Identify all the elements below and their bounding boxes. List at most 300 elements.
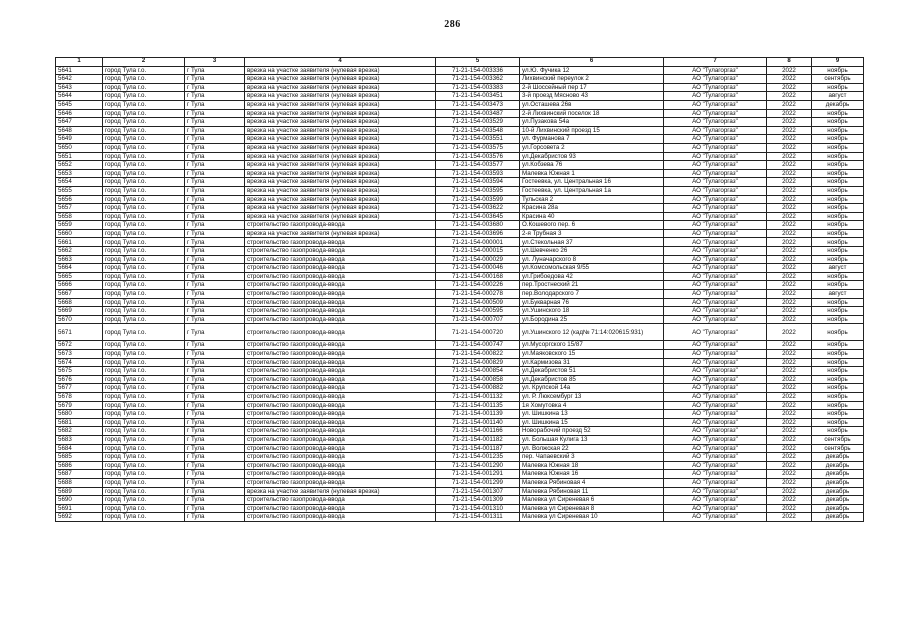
table-row <box>56 461 864 470</box>
cell-row-number: 5680 <box>56 410 103 419</box>
table-row <box>56 195 864 204</box>
cell-month: ноябрь <box>812 307 864 316</box>
cell-settlement: г Тула <box>185 298 245 307</box>
cell-address: Малевка ул Сиреневая 6 <box>520 496 664 505</box>
table-row <box>56 135 864 144</box>
cell-settlement: г Тула <box>185 178 245 187</box>
cell-address: Новорабочий проезд 52 <box>520 427 664 436</box>
cell-month: ноябрь <box>812 229 864 238</box>
cell-work-type: врезка на участке заявителя (нулевая врезка) <box>245 66 436 75</box>
cell-request-number: 71-21-154-003599 <box>436 195 520 204</box>
cell-address: пер. Чапаевский 3 <box>520 453 664 462</box>
cell-address: ул.Комсомольская 9/55 <box>520 264 664 273</box>
cell-work-type: врезка на участке заявителя (нулевая врезка) <box>245 92 436 101</box>
cell-settlement: г Тула <box>185 92 245 101</box>
cell-settlement: г Тула <box>185 272 245 281</box>
cell-work-type: строительство газопровода-ввода <box>245 238 436 247</box>
cell-row-number: 5672 <box>56 341 103 350</box>
cell-request-number: 71-21-154-003622 <box>436 204 520 213</box>
cell-month: ноябрь <box>812 83 864 92</box>
cell-request-number: 71-21-154-003529 <box>436 118 520 127</box>
table-row <box>56 92 864 101</box>
cell-month: август <box>812 264 864 273</box>
cell-municipality: город Тула г.о. <box>103 126 185 135</box>
cell-month: ноябрь <box>812 178 864 187</box>
cell-request-number: 71-21-154-003362 <box>436 75 520 84</box>
cell-month: ноябрь <box>812 272 864 281</box>
table-row <box>56 272 864 281</box>
cell-work-type: строительство газопровода-ввода <box>245 478 436 487</box>
cell-request-number: 71-21-154-000854 <box>436 367 520 376</box>
cell-month: ноябрь <box>812 204 864 213</box>
cell-address: ул.Осташева 26в <box>520 100 664 109</box>
cell-month: ноябрь <box>812 392 864 401</box>
cell-year: 2022 <box>767 238 812 247</box>
cell-row-number: 5685 <box>56 453 103 462</box>
cell-address: пер.Тростнеский 21 <box>520 281 664 290</box>
cell-organization: АО "Тулагоргаз" <box>664 375 767 384</box>
cell-organization: АО "Тулагоргаз" <box>664 109 767 118</box>
cell-settlement: г Тула <box>185 221 245 230</box>
cell-work-type: строительство газопровода-ввода <box>245 496 436 505</box>
column-header-9: 9 <box>812 58 864 67</box>
cell-settlement: г Тула <box>185 290 245 299</box>
cell-organization: АО "Тулагоргаз" <box>664 315 767 324</box>
cell-settlement: г Тула <box>185 375 245 384</box>
cell-municipality: город Тула г.о. <box>103 410 185 419</box>
cell-organization: АО "Тулагоргаз" <box>664 461 767 470</box>
cell-address: ул.Стекольная 37 <box>520 238 664 247</box>
table-header-row <box>56 58 864 67</box>
cell-year: 2022 <box>767 496 812 505</box>
cell-request-number: 71-21-154-003576 <box>436 152 520 161</box>
cell-row-number: 5679 <box>56 401 103 410</box>
table-row <box>56 126 864 135</box>
cell-organization: АО "Тулагоргаз" <box>664 478 767 487</box>
cell-request-number: 71-21-154-003575 <box>436 143 520 152</box>
cell-month: ноябрь <box>812 418 864 427</box>
cell-year: 2022 <box>767 341 812 350</box>
cell-municipality: город Тула г.о. <box>103 169 185 178</box>
cell-year: 2022 <box>767 204 812 213</box>
table-row <box>56 212 864 221</box>
cell-month: сентябрь <box>812 75 864 84</box>
cell-request-number: 71-21-154-001139 <box>436 410 520 419</box>
cell-year: 2022 <box>767 109 812 118</box>
table-row <box>56 109 864 118</box>
cell-organization: АО "Тулагоргаз" <box>664 135 767 144</box>
cell-row-number: 5686 <box>56 461 103 470</box>
cell-work-type: строительство газопровода-ввода <box>245 384 436 393</box>
cell-work-type: врезка на участке заявителя (нулевая врезка) <box>245 152 436 161</box>
cell-municipality: город Тула г.о. <box>103 504 185 513</box>
cell-organization: АО "Тулагоргаз" <box>664 401 767 410</box>
table-row <box>56 186 864 195</box>
cell-municipality: город Тула г.о. <box>103 392 185 401</box>
column-header-4: 4 <box>245 58 436 67</box>
cell-year: 2022 <box>767 83 812 92</box>
table-row <box>56 358 864 367</box>
cell-work-type: врезка на участке заявителя (нулевая врезка) <box>245 186 436 195</box>
cell-year: 2022 <box>767 410 812 419</box>
cell-municipality: город Тула г.о. <box>103 307 185 316</box>
cell-settlement: г Тула <box>185 247 245 256</box>
cell-address: пер.Володарского 7 <box>520 290 664 299</box>
column-header-3: 3 <box>185 58 245 67</box>
cell-address: Лихвинский переулок 2 <box>520 75 664 84</box>
cell-municipality: город Тула г.о. <box>103 118 185 127</box>
cell-organization: АО "Тулагоргаз" <box>664 83 767 92</box>
cell-organization: АО "Тулагоргаз" <box>664 161 767 170</box>
cell-year: 2022 <box>767 290 812 299</box>
cell-organization: АО "Тулагоргаз" <box>664 453 767 462</box>
cell-month: август <box>812 290 864 299</box>
cell-work-type: строительство газопровода-ввода <box>245 247 436 256</box>
cell-municipality: город Тула г.о. <box>103 435 185 444</box>
cell-municipality: город Тула г.о. <box>103 513 185 522</box>
cell-year: 2022 <box>767 358 812 367</box>
cell-request-number: 71-21-154-000278 <box>436 290 520 299</box>
cell-municipality: город Тула г.о. <box>103 109 185 118</box>
cell-row-number: 5682 <box>56 427 103 436</box>
cell-month: ноябрь <box>812 315 864 324</box>
cell-organization: АО "Тулагоргаз" <box>664 152 767 161</box>
cell-work-type: строительство газопровода-ввода <box>245 315 436 324</box>
cell-municipality: город Тула г.о. <box>103 92 185 101</box>
cell-organization: АО "Тулагоргаз" <box>664 504 767 513</box>
column-header-6: 6 <box>520 58 664 67</box>
cell-year: 2022 <box>767 435 812 444</box>
page-number: 286 <box>444 19 461 30</box>
cell-work-type: строительство газопровода-ввода <box>245 444 436 453</box>
cell-year: 2022 <box>767 221 812 230</box>
table-row <box>56 367 864 376</box>
cell-request-number: 71-21-154-000595 <box>436 307 520 316</box>
cell-organization: АО "Тулагоргаз" <box>664 264 767 273</box>
table-row <box>56 152 864 161</box>
cell-year: 2022 <box>767 126 812 135</box>
cell-organization: АО "Тулагоргаз" <box>664 427 767 436</box>
cell-request-number: 71-21-154-000822 <box>436 350 520 359</box>
cell-work-type: врезка на участке заявителя (нулевая врезка) <box>245 229 436 238</box>
cell-organization: АО "Тулагоргаз" <box>664 195 767 204</box>
cell-month: ноябрь <box>812 367 864 376</box>
table-row <box>56 100 864 109</box>
cell-row-number: 5687 <box>56 470 103 479</box>
cell-month: ноябрь <box>812 238 864 247</box>
cell-municipality: город Тула г.о. <box>103 281 185 290</box>
cell-settlement: г Тула <box>185 229 245 238</box>
cell-year: 2022 <box>767 272 812 281</box>
cell-row-number: 5653 <box>56 169 103 178</box>
cell-organization: АО "Тулагоргаз" <box>664 255 767 264</box>
cell-year: 2022 <box>767 66 812 75</box>
cell-organization: АО "Тулагоргаз" <box>664 118 767 127</box>
cell-municipality: город Тула г.о. <box>103 186 185 195</box>
cell-address: ул.Декабристов 51 <box>520 367 664 376</box>
cell-municipality: город Тула г.о. <box>103 487 185 496</box>
cell-organization: АО "Тулагоргаз" <box>664 392 767 401</box>
cell-settlement: г Тула <box>185 109 245 118</box>
cell-year: 2022 <box>767 401 812 410</box>
cell-row-number: 5648 <box>56 126 103 135</box>
cell-request-number: 71-21-154-003451 <box>436 92 520 101</box>
cell-address: 2-й Шоссейный пер 17 <box>520 83 664 92</box>
table-row <box>56 143 864 152</box>
cell-settlement: г Тула <box>185 418 245 427</box>
cell-year: 2022 <box>767 247 812 256</box>
cell-organization: АО "Тулагоргаз" <box>664 496 767 505</box>
cell-row-number: 5668 <box>56 298 103 307</box>
cell-organization: АО "Тулагоргаз" <box>664 281 767 290</box>
table-row <box>56 496 864 505</box>
table-row <box>56 307 864 316</box>
cell-settlement: г Тула <box>185 195 245 204</box>
cell-request-number: 71-21-154-001140 <box>436 418 520 427</box>
cell-municipality: город Тула г.о. <box>103 341 185 350</box>
cell-request-number: 71-21-154-003473 <box>436 100 520 109</box>
cell-month: декабрь <box>812 478 864 487</box>
cell-month: ноябрь <box>812 169 864 178</box>
cell-year: 2022 <box>767 152 812 161</box>
cell-year: 2022 <box>767 453 812 462</box>
cell-row-number: 5652 <box>56 161 103 170</box>
cell-row-number: 5678 <box>56 392 103 401</box>
cell-municipality: город Тула г.о. <box>103 100 185 109</box>
cell-row-number: 5650 <box>56 143 103 152</box>
cell-address: Гостеевка, ул. Центральная 16 <box>520 178 664 187</box>
cell-municipality: город Тула г.о. <box>103 195 185 204</box>
cell-request-number: 71-21-154-003336 <box>436 66 520 75</box>
cell-organization: АО "Тулагоргаз" <box>664 307 767 316</box>
cell-organization: АО "Тулагоргаз" <box>664 444 767 453</box>
cell-municipality: город Тула г.о. <box>103 324 185 341</box>
cell-year: 2022 <box>767 478 812 487</box>
cell-work-type: строительство газопровода-ввода <box>245 264 436 273</box>
cell-municipality: город Тула г.о. <box>103 229 185 238</box>
cell-row-number: 5674 <box>56 358 103 367</box>
cell-address: ул.Ушинского 18 <box>520 307 664 316</box>
cell-row-number: 5667 <box>56 290 103 299</box>
cell-year: 2022 <box>767 281 812 290</box>
cell-row-number: 5644 <box>56 92 103 101</box>
cell-request-number: 71-21-154-003487 <box>436 109 520 118</box>
cell-organization: АО "Тулагоргаз" <box>664 229 767 238</box>
cell-request-number: 71-21-154-001311 <box>436 513 520 522</box>
cell-address: ул.Горсовета 2 <box>520 143 664 152</box>
cell-work-type: врезка на участке заявителя (нулевая врезка) <box>245 75 436 84</box>
cell-municipality: город Тула г.о. <box>103 470 185 479</box>
cell-year: 2022 <box>767 169 812 178</box>
cell-request-number: 71-21-154-000858 <box>436 375 520 384</box>
cell-organization: АО "Тулагоргаз" <box>664 92 767 101</box>
cell-row-number: 5658 <box>56 212 103 221</box>
table-row <box>56 281 864 290</box>
column-header-2: 2 <box>103 58 185 67</box>
cell-request-number: 71-21-154-003696 <box>436 229 520 238</box>
table-row <box>56 255 864 264</box>
cell-year: 2022 <box>767 186 812 195</box>
cell-settlement: г Тула <box>185 410 245 419</box>
cell-address: ул.Ушинского 12 (кад№ 71:14:020615:931) <box>520 324 664 341</box>
cell-month: декабрь <box>812 461 864 470</box>
cell-request-number: 71-21-154-000509 <box>436 298 520 307</box>
cell-year: 2022 <box>767 178 812 187</box>
cell-year: 2022 <box>767 195 812 204</box>
cell-work-type: строительство газопровода-ввода <box>245 435 436 444</box>
table-row <box>56 375 864 384</box>
cell-month: декабрь <box>812 100 864 109</box>
table-row <box>56 229 864 238</box>
cell-work-type: строительство газопровода-ввода <box>245 358 436 367</box>
cell-settlement: г Тула <box>185 212 245 221</box>
cell-address: ул.Шевченко 26 <box>520 247 664 256</box>
cell-request-number: 71-21-154-003383 <box>436 83 520 92</box>
cell-organization: АО "Тулагоргаз" <box>664 75 767 84</box>
cell-organization: АО "Тулагоргаз" <box>664 238 767 247</box>
cell-row-number: 5649 <box>56 135 103 144</box>
table-row <box>56 401 864 410</box>
table-row <box>56 384 864 393</box>
cell-address: Тульская 2 <box>520 195 664 204</box>
cell-month: декабрь <box>812 453 864 462</box>
cell-address: ул. Большая Кулига 13 <box>520 435 664 444</box>
cell-work-type: строительство газопровода-ввода <box>245 418 436 427</box>
cell-month: ноябрь <box>812 221 864 230</box>
cell-request-number: 71-21-154-000001 <box>436 238 520 247</box>
cell-organization: АО "Тулагоргаз" <box>664 178 767 187</box>
cell-row-number: 5681 <box>56 418 103 427</box>
cell-organization: АО "Тулагоргаз" <box>664 324 767 341</box>
cell-organization: АО "Тулагоргаз" <box>664 298 767 307</box>
registry-table <box>55 57 864 522</box>
cell-month: ноябрь <box>812 358 864 367</box>
cell-settlement: г Тула <box>185 152 245 161</box>
cell-organization: АО "Тулагоргаз" <box>664 100 767 109</box>
cell-request-number: 71-21-154-000829 <box>436 358 520 367</box>
table-row <box>56 178 864 187</box>
table-row <box>56 392 864 401</box>
table-row <box>56 315 864 324</box>
cell-work-type: строительство газопровода-ввода <box>245 255 436 264</box>
cell-row-number: 5684 <box>56 444 103 453</box>
cell-request-number: 71-21-154-000029 <box>436 255 520 264</box>
cell-municipality: город Тула г.о. <box>103 315 185 324</box>
cell-year: 2022 <box>767 212 812 221</box>
column-header-5: 5 <box>436 58 520 67</box>
cell-organization: АО "Тулагоргаз" <box>664 247 767 256</box>
cell-organization: АО "Тулагоргаз" <box>664 66 767 75</box>
cell-municipality: город Тула г.о. <box>103 461 185 470</box>
cell-address: 2-й Лихвинский поселок 18 <box>520 109 664 118</box>
cell-year: 2022 <box>767 75 812 84</box>
table-row <box>56 418 864 427</box>
cell-municipality: город Тула г.о. <box>103 161 185 170</box>
cell-address: ул. Луначарского 8 <box>520 255 664 264</box>
cell-row-number: 5692 <box>56 513 103 522</box>
cell-work-type: строительство газопровода-ввода <box>245 290 436 299</box>
table-row <box>56 504 864 513</box>
cell-work-type: врезка на участке заявителя (нулевая врезка) <box>245 487 436 496</box>
cell-year: 2022 <box>767 161 812 170</box>
cell-row-number: 5651 <box>56 152 103 161</box>
table-row <box>56 487 864 496</box>
cell-work-type: врезка на участке заявителя (нулевая врезка) <box>245 143 436 152</box>
table-row <box>56 290 864 299</box>
cell-year: 2022 <box>767 264 812 273</box>
cell-work-type: строительство газопровода-ввода <box>245 350 436 359</box>
cell-municipality: город Тула г.о. <box>103 478 185 487</box>
cell-year: 2022 <box>767 229 812 238</box>
cell-row-number: 5663 <box>56 255 103 264</box>
cell-year: 2022 <box>767 92 812 101</box>
cell-work-type: строительство газопровода-ввода <box>245 470 436 479</box>
cell-settlement: г Тула <box>185 392 245 401</box>
cell-address: ул.Грибоедова 42 <box>520 272 664 281</box>
cell-request-number: 71-21-154-003595 <box>436 186 520 195</box>
cell-request-number: 71-21-154-003551 <box>436 135 520 144</box>
cell-month: ноябрь <box>812 427 864 436</box>
cell-municipality: город Тула г.о. <box>103 143 185 152</box>
cell-month: декабрь <box>812 487 864 496</box>
cell-year: 2022 <box>767 392 812 401</box>
cell-month: декабрь <box>812 513 864 522</box>
cell-row-number: 5676 <box>56 375 103 384</box>
cell-municipality: город Тула г.о. <box>103 367 185 376</box>
cell-organization: АО "Тулагоргаз" <box>664 126 767 135</box>
cell-settlement: г Тула <box>185 496 245 505</box>
cell-municipality: город Тула г.о. <box>103 290 185 299</box>
cell-row-number: 5643 <box>56 83 103 92</box>
cell-year: 2022 <box>767 487 812 496</box>
cell-municipality: город Тула г.о. <box>103 255 185 264</box>
column-header-1: 1 <box>56 58 103 67</box>
cell-month: ноябрь <box>812 135 864 144</box>
cell-work-type: строительство газопровода-ввода <box>245 221 436 230</box>
cell-municipality: город Тула г.о. <box>103 178 185 187</box>
cell-work-type: строительство газопровода-ввода <box>245 272 436 281</box>
cell-address: ул. Шишкина 13 <box>520 410 664 419</box>
cell-settlement: г Тула <box>185 358 245 367</box>
cell-settlement: г Тула <box>185 255 245 264</box>
cell-work-type: врезка на участке заявителя (нулевая врезка) <box>245 212 436 221</box>
cell-settlement: г Тула <box>185 126 245 135</box>
table-row <box>56 221 864 230</box>
cell-work-type: строительство газопровода-ввода <box>245 307 436 316</box>
cell-request-number: 71-21-154-003593 <box>436 169 520 178</box>
cell-request-number: 71-21-154-000046 <box>436 264 520 273</box>
cell-settlement: г Тула <box>185 504 245 513</box>
cell-settlement: г Тула <box>185 401 245 410</box>
table-row <box>56 238 864 247</box>
cell-address: ул.Букварная 76 <box>520 298 664 307</box>
cell-request-number: 71-21-154-001291 <box>436 470 520 479</box>
cell-year: 2022 <box>767 315 812 324</box>
cell-organization: АО "Тулагоргаз" <box>664 212 767 221</box>
cell-month: ноябрь <box>812 401 864 410</box>
cell-organization: АО "Тулагоргаз" <box>664 513 767 522</box>
cell-month: ноябрь <box>812 152 864 161</box>
cell-municipality: город Тула г.о. <box>103 272 185 281</box>
cell-year: 2022 <box>767 350 812 359</box>
cell-settlement: г Тула <box>185 444 245 453</box>
cell-year: 2022 <box>767 444 812 453</box>
cell-year: 2022 <box>767 135 812 144</box>
cell-organization: АО "Тулагоргаз" <box>664 435 767 444</box>
cell-address: ул. Фурманова 7 <box>520 135 664 144</box>
cell-row-number: 5691 <box>56 504 103 513</box>
cell-request-number: 71-21-154-001299 <box>436 478 520 487</box>
